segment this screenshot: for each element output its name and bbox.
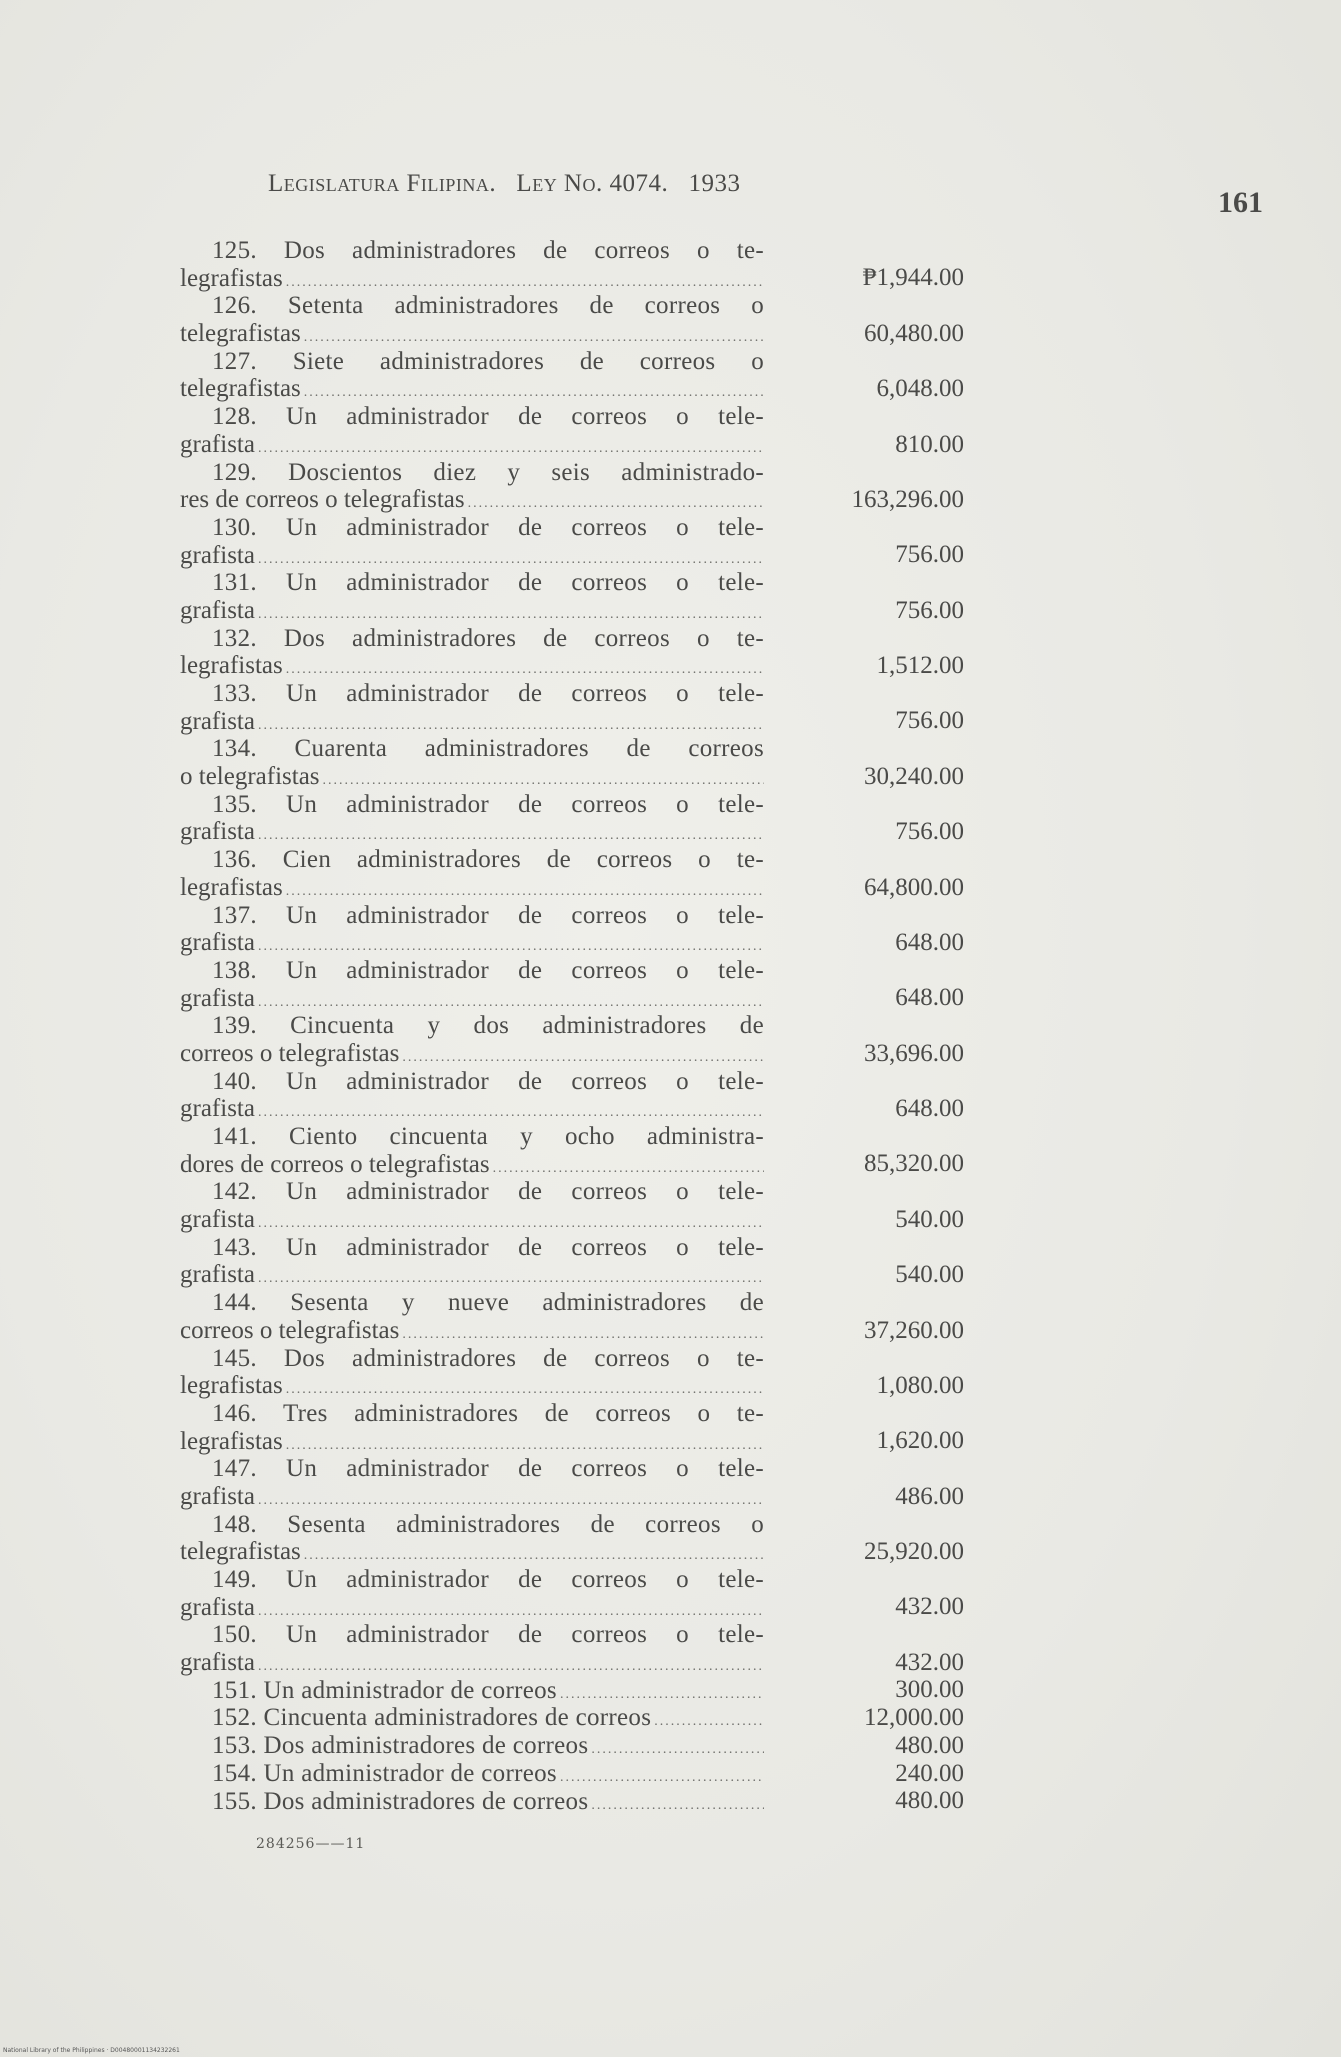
item-description-line1: 135. Un administrador de correos o tele- [212,790,764,818]
list-item [180,514,964,569]
dot-leader [258,1598,764,1622]
item-description-line1 [180,1704,764,1732]
item-description-line1: 139. Cincuenta y dos administradores de [212,1012,764,1040]
item-description-text: 155. Dos administradores de correos [212,1787,589,1815]
item-amount: 648.00 [895,984,964,1012]
item-amount: 432.00 [895,1593,964,1621]
item-description-line1: 140. Un administrador de correos o tele- [212,1067,764,1095]
dot-leader [258,1265,764,1289]
list-item [180,1704,964,1732]
item-amount: 540.00 [895,1261,964,1289]
item-description-text: telegrafistas [180,1538,301,1566]
item-description-line2 [180,652,764,680]
list-item [180,1345,964,1400]
item-amount: 6,048.00 [876,375,964,403]
item-amount: 64,800.00 [864,873,964,901]
item-amount: 33,696.00 [864,1039,964,1067]
dot-leader [591,1736,764,1760]
list-item [180,1455,964,1510]
dot-leader [286,878,764,902]
dot-leader [654,1708,764,1732]
item-amount: 810.00 [895,430,964,458]
item-description-text: correos o telegrafistas [180,1039,400,1067]
item-description-line1: 138. Un administrador de correos o tele- [212,956,764,984]
item-amount: 486.00 [895,1482,964,1510]
item-amount: 1,512.00 [876,652,964,679]
header-year: 1933 [688,170,741,197]
dot-leader [258,546,764,570]
list-item [180,1234,964,1289]
item-description-line1 [180,1732,764,1760]
item-amount: 85,320.00 [864,1150,964,1178]
item-description-line2 [180,874,764,902]
item-description-line1: 137. Un administrador de correos o tele- [212,901,764,929]
dot-leader [286,656,764,680]
item-description-text: 154. Un administrador de correos [212,1759,557,1787]
list-item [180,403,964,458]
item-description-text: 153. Dos administradores de correos [212,1732,589,1760]
item-description-line2 [180,1372,764,1400]
item-description-line1: 132. Dos administradores de correos o te- [212,624,764,652]
item-description-line2 [180,1206,764,1234]
item-amount: 12,000.00 [864,1704,964,1732]
item-description-text: grafista [180,984,255,1012]
item-description-line1: 129. Doscientos diez y seis administrado- [212,458,764,486]
dot-leader [560,1764,764,1788]
item-description-text: dores de correos o telegrafistas [180,1150,490,1178]
dot-leader [560,1681,764,1705]
scan-credit: National Library of the Philippines · D00480001134232261 [3,2047,180,2054]
item-description-line1 [180,1788,764,1816]
item-description-line2 [180,1095,764,1123]
list-item [180,1621,964,1676]
item-description-line1: 126. Setenta administradores de correos o [212,292,764,320]
item-description-text: grafista [180,541,255,569]
list-item [180,680,964,735]
dot-leader [258,601,764,625]
item-description-text: legrafistas [180,873,283,901]
dot-leader [304,1542,764,1566]
item-amount: 240.00 [895,1759,964,1787]
dot-leader [258,1099,764,1123]
item-amount: 540.00 [895,1205,964,1233]
item-description-line1: 136. Cien administradores de correos o te- [212,846,764,874]
item-description-line2 [180,375,764,403]
dot-leader [286,269,764,293]
item-amount: 648.00 [895,1095,964,1122]
dot-leader [286,1376,764,1400]
dot-leader [258,989,764,1013]
item-description-line1: 147. Un administrador de correos o tele- [212,1455,764,1483]
item-description-line1: 133. Un administrador de correos o tele- [212,680,764,707]
dot-leader [468,490,764,514]
dot-leader [258,712,764,736]
item-description-text: grafista [180,1482,255,1510]
item-amount: 480.00 [895,1787,964,1815]
header-title: Legislatura Filipina. [268,170,497,197]
item-amount: 1,620.00 [876,1427,964,1455]
item-description-text: grafista [180,430,255,458]
item-description-line2 [180,486,764,514]
item-description-text: o telegrafistas [180,763,320,791]
list-item [180,1511,964,1566]
item-description-line1: 134. Cuarenta administradores de correos [212,735,764,763]
dot-leader [286,1432,764,1456]
item-amount: 37,260.00 [864,1316,964,1344]
list-item [180,292,964,347]
list-item [180,237,964,292]
item-description-line2 [180,1317,764,1345]
item-description-line2 [180,1040,764,1068]
item-description-text: 152. Cincuenta administradores de correos [212,1704,652,1732]
item-description-text: telegrafistas [180,320,301,348]
item-amount: 60,480.00 [864,319,964,347]
dot-leader [323,767,764,791]
item-description-line2 [180,320,764,348]
item-description-line1: 125. Dos administradores de correos o te- [212,237,764,264]
list-item [180,1677,964,1705]
item-description-line1: 146. Tres administradores de correos o te- [212,1399,764,1427]
item-description-text: grafista [180,1095,255,1123]
printer-code: 284256——11 [256,1836,366,1852]
item-description-line1: 127. Siete administradores de correos o [212,347,764,375]
item-description-line1: 144. Sesenta y nueve administradores de [212,1289,764,1317]
item-description-line2 [180,431,764,459]
item-amount: 756.00 [895,707,964,735]
dot-leader [402,1044,764,1068]
list-item [180,1788,964,1816]
item-description-text: legrafistas [180,652,283,680]
item-description-text: grafista [180,707,255,735]
item-description-line2 [180,1428,764,1456]
item-description-line2 [180,818,764,846]
item-amount: 756.00 [895,541,964,569]
item-description-line1: 142. Un administrador de correos o tele- [212,1178,764,1206]
item-amount: 756.00 [895,596,964,624]
item-description-text: legrafistas [180,1372,283,1400]
dot-leader [258,435,764,459]
item-description-text: legrafistas [180,264,283,292]
item-description-line1 [180,1760,764,1788]
item-description-line2 [180,929,764,957]
item-description-line1 [180,1677,764,1705]
item-description-line1: 145. Dos administradores de correos o te- [212,1344,764,1372]
item-description-line2 [180,1483,764,1511]
list-item [180,1289,964,1344]
dot-leader [493,1155,764,1179]
item-amount: 30,240.00 [864,762,964,790]
item-description-text: res de correos o telegrafistas [180,486,465,514]
item-description-line1: 150. Un administrador de correos o tele- [212,1621,764,1649]
item-description-line2 [180,1261,764,1289]
list-item [180,1760,964,1788]
dot-leader [258,1653,764,1677]
item-description-line2 [180,597,764,625]
item-description-line2 [180,985,764,1013]
item-description-line2 [180,1151,764,1179]
item-amount: 480.00 [895,1731,964,1759]
dot-leader [402,1321,764,1345]
item-description-line2 [180,1649,764,1677]
dot-leader [258,1487,764,1511]
list-item [180,846,964,901]
item-description-line1: 141. Ciento cincuenta y ocho administra- [212,1123,764,1150]
list-item [180,348,964,403]
list-item [180,791,964,846]
list-item [180,735,964,790]
item-description-text: grafista [180,1261,255,1289]
item-amount: 1,080.00 [876,1371,964,1399]
item-amount: 648.00 [895,928,964,956]
list-item [180,1400,964,1455]
item-amount: 25,920.00 [864,1538,964,1565]
item-description-line2 [180,1594,764,1622]
list-item [180,957,964,1012]
item-description-text: grafista [180,596,255,624]
item-description-text: telegrafistas [180,375,301,403]
dot-leader [258,822,764,846]
dot-leader [304,324,764,348]
dot-leader [258,1210,764,1234]
list-item [180,1566,964,1621]
page-number: 161 [1218,186,1263,219]
dot-leader [591,1792,764,1816]
list-item [180,1178,964,1233]
item-description-line1: 130. Un administrador de correos o tele- [212,513,764,541]
list-item [180,902,964,957]
list-item [180,1732,964,1760]
item-description-text: correos o telegrafistas [180,1316,400,1344]
list-item [180,1068,964,1123]
item-description-text: grafista [180,1649,255,1677]
item-description-line1: 148. Sesenta administradores de correos o [212,1510,764,1538]
item-description-line1: 131. Un administrador de correos o tele- [212,569,764,597]
dot-leader [304,379,764,403]
item-description-text: grafista [180,818,255,846]
running-header [268,170,888,198]
item-description-text: legrafistas [180,1427,283,1455]
item-description-line1: 149. Un administrador de correos o tele- [212,1566,764,1593]
dot-leader [258,933,764,957]
item-amount: 756.00 [895,818,964,846]
item-amount: ₱1,944.00 [862,264,964,292]
item-description-text: 151. Un administrador de correos [212,1676,557,1704]
item-description-line2 [180,763,764,791]
appropriation-list [180,237,964,1815]
item-description-text: grafista [180,1206,255,1234]
item-description-text: grafista [180,929,255,957]
list-item [180,1012,964,1067]
item-description-line2 [180,542,764,570]
item-description-line1: 128. Un administrador de correos o tele- [212,403,764,431]
item-amount: 300.00 [895,1676,964,1704]
list-item [180,1123,964,1178]
item-description-line2 [180,708,764,736]
item-description-line2 [180,265,764,293]
item-description-line1: 143. Un administrador de correos o tele- [212,1233,764,1261]
list-item [180,459,964,514]
item-amount: 432.00 [895,1648,964,1676]
list-item [180,569,964,624]
header-law: Ley No. 4074. [516,170,669,197]
item-amount: 163,296.00 [851,485,964,513]
item-description-line2 [180,1538,764,1566]
list-item [180,625,964,680]
item-description-text: grafista [180,1593,255,1621]
